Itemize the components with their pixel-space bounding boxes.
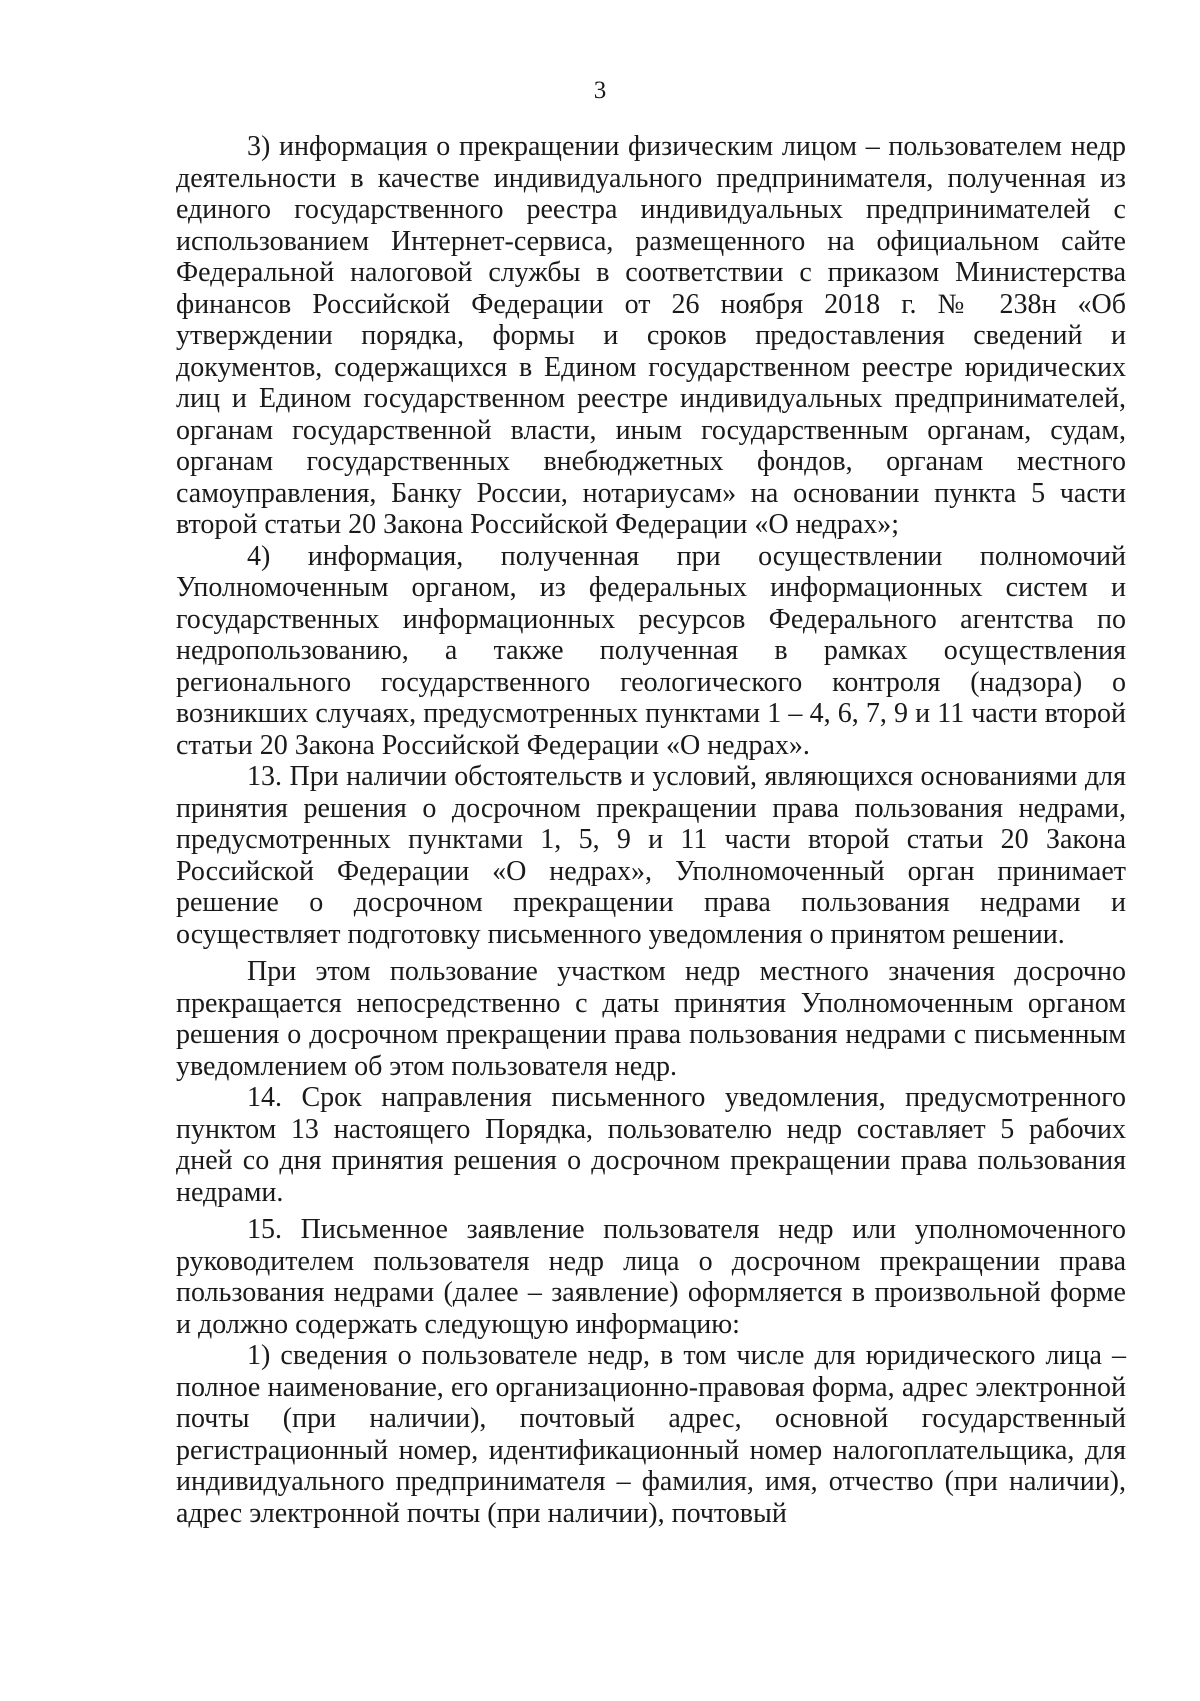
paragraph-clause-15-item-1: 1) сведения о пользователе недр, в том числе для юридического лица – полное наименование, его организационно-правовая форма, адрес электронной почты (при наличии), почтовый адрес, основной государственный регистрационный номер, идентификационный номер налогоплательщика, для индивидуального предпринимателя – фамилия, имя, отчество (при наличии), адрес электронной почты (при наличии), почтовый — [176, 1340, 1126, 1529]
paragraph-item-3: 3) информация о прекращении физическим лицом – пользователем недр деятельности в качестве индивидуального предпринимателя, полученная из единого государственного реестра индивидуальных предпринимателей с использованием Интернет-сервиса, размещенного на официальном сайте Федеральной налоговой службы в соответствии с приказом Министерства финансов Российской Федерации от 26 ноября 2018 г. № 238н «Об утверждении порядка, формы и сроков предоставления сведений и документов, содержащихся в Едином государственном реестре юридических лиц и Едином государственном реестре индивидуальных предпринимателей, органам государственной власти, иным государственным органам, судам, органам государственных внебюджетных фондов, органам местного самоуправления, Банку России, нотариусам» на основании пункта 5 части второй статьи 20 Закона Российской Федерации «О недрах»; — [176, 131, 1126, 540]
paragraph-clause-14: 14. Срок направления письменного уведомления, предусмотренного пунктом 13 настоящего Порядка, пользователю недр составляет 5 рабочих дней со дня принятия решения о досрочном прекращении права пользования недрами. — [176, 1082, 1126, 1208]
paragraph-clause-15: 15. Письменное заявление пользователя недр или уполномоченного руководителем пользователя недр лица о досрочном прекращении права пользования недрами (далее – заявление) оформляется в произвольной форме и должно содержать следующую информацию: — [176, 1214, 1126, 1340]
paragraph-item-4: 4) информация, полученная при осуществлении полномочий Уполномоченным органом, из федеральных информационных систем и государственных информационных ресурсов Федерального агентства по недропользованию, а также полученная в рамках осуществления регионального государственного геологического контроля (надзора) о возникших случаях, предусмотренных пунктами 1 – 4, 6, 7, 9 и 11 части второй статьи 20 Закона Российской Федерации «О недрах». — [176, 540, 1126, 761]
paragraph-clause-13-continuation: При этом пользование участком недр местного значения досрочно прекращается непосредственно с даты принятия Уполномоченным органом решения о досрочном прекращении права пользования недрами с письменным уведомлением об этом пользователя недр. — [176, 956, 1126, 1082]
page-number: 3 — [593, 77, 607, 104]
paragraph-clause-13: 13. При наличии обстоятельств и условий, являющихся основаниями для принятия решения о досрочном прекращении права пользования недрами, предусмотренных пунктами 1, 5, 9 и 11 части второй статьи 20 Закона Российской Федерации «О недрах», Уполномоченный орган принимает решение о досрочном прекращении права пользования недрами и осуществляет подготовку письменного уведомления о принятом решении. — [176, 761, 1126, 950]
document-body — [176, 131, 1126, 1529]
